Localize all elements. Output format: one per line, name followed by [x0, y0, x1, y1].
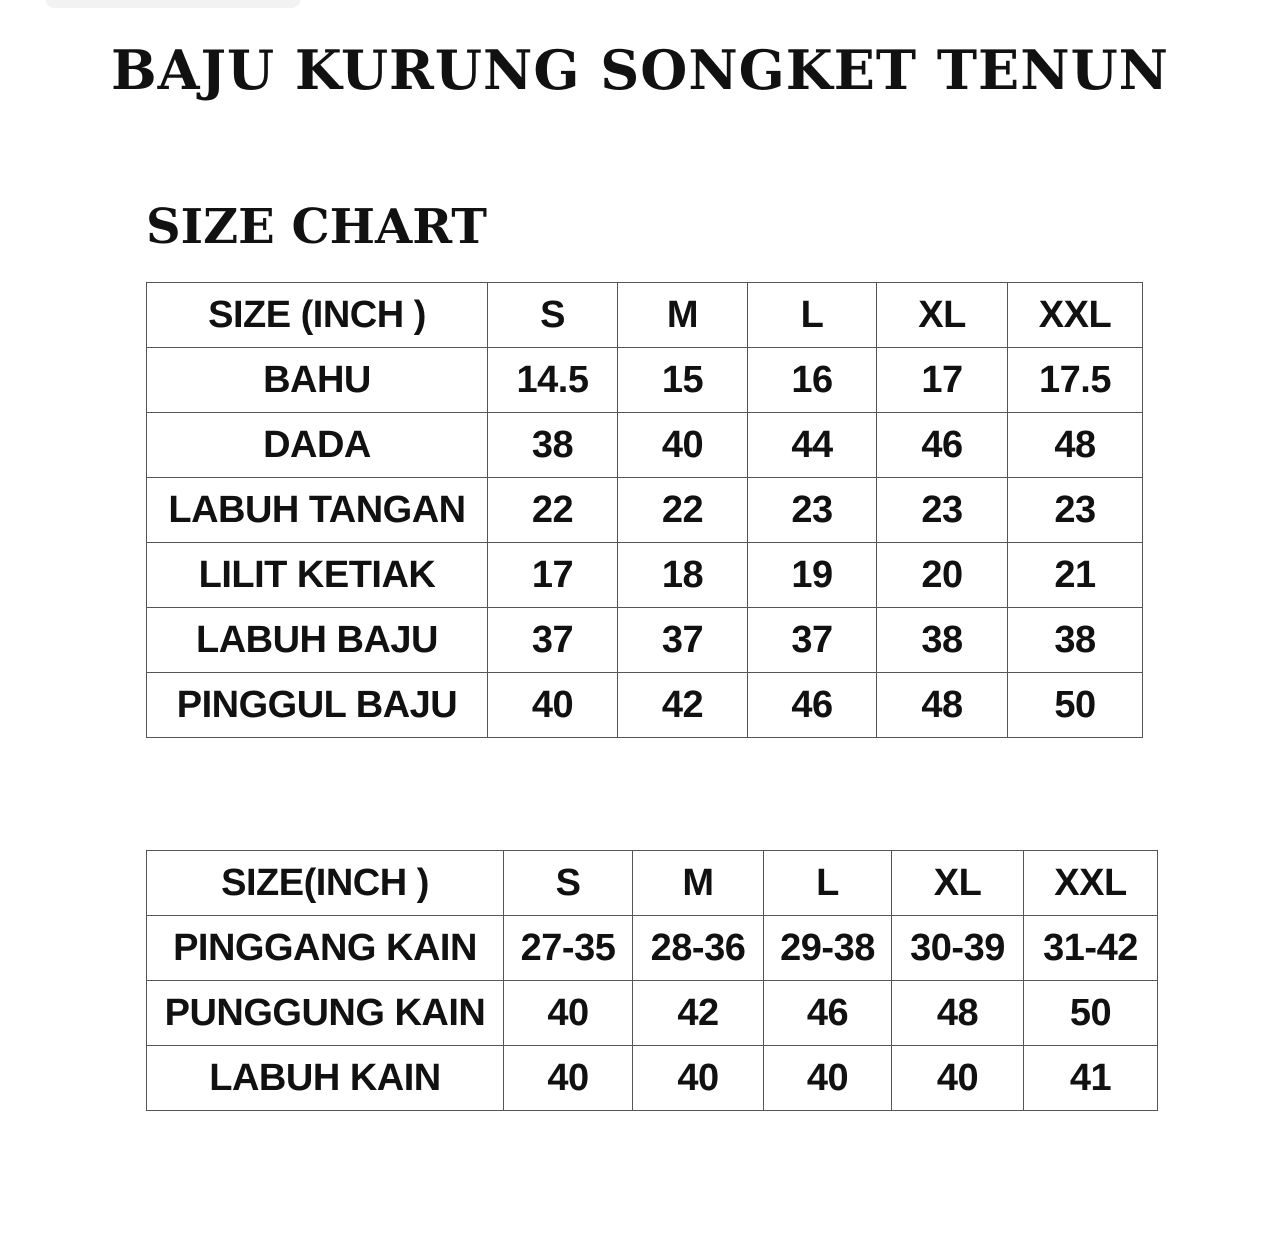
baju-measurement-value: 37 [618, 608, 748, 673]
kain-header-label: SIZE(INCH ) [147, 851, 504, 916]
kain-measurement-value: 50 [1024, 981, 1158, 1046]
baju-measurement-value: 40 [618, 413, 748, 478]
kain-header-size: XXL [1024, 851, 1158, 916]
kain-measurement-value: 40 [633, 1046, 764, 1111]
baju-measurement-value: 19 [748, 543, 877, 608]
kain-measurement-value: 40 [504, 981, 633, 1046]
kain-measurement-value: 40 [504, 1046, 633, 1111]
baju-table-body [147, 283, 1143, 738]
kain-measurement-value: 40 [764, 1046, 892, 1111]
kain-header-row [147, 851, 1158, 916]
baju-measurement-value: 14.5 [488, 348, 618, 413]
baju-measurement-value: 17 [877, 348, 1008, 413]
kain-measurement-value: 28-36 [633, 916, 764, 981]
baju-measurement-value: 22 [618, 478, 748, 543]
kain-measurement-value: 27-35 [504, 916, 633, 981]
baju-measurement-value: 38 [488, 413, 618, 478]
baju-header-size: S [488, 283, 618, 348]
baju-table-row [147, 673, 1143, 738]
baju-measurement-value: 38 [1008, 608, 1143, 673]
kain-measurement-label: PINGGANG KAIN [147, 916, 504, 981]
baju-measurement-label: LABUH BAJU [147, 608, 488, 673]
kain-measurement-value: 48 [892, 981, 1024, 1046]
kain-measurement-value: 42 [633, 981, 764, 1046]
baju-table-row [147, 348, 1143, 413]
kain-table-row [147, 1046, 1158, 1111]
kain-table-body [147, 851, 1158, 1111]
baju-header-size: XXL [1008, 283, 1143, 348]
page-title: BAJU KURUNG SONGKET TENUN [110, 38, 1170, 102]
kain-header-size: L [764, 851, 892, 916]
kain-header-size: XL [892, 851, 1024, 916]
baju-measurement-value: 20 [877, 543, 1008, 608]
baju-measurement-value: 23 [748, 478, 877, 543]
baju-table-row [147, 478, 1143, 543]
baju-header-size: L [748, 283, 877, 348]
baju-measurement-value: 38 [877, 608, 1008, 673]
baju-measurement-value: 37 [488, 608, 618, 673]
baju-measurement-value: 42 [618, 673, 748, 738]
kain-measurement-value: 30-39 [892, 916, 1024, 981]
baju-measurement-value: 46 [748, 673, 877, 738]
kain-measurement-label: LABUH KAIN [147, 1046, 504, 1111]
size-chart-heading: SIZE CHART [146, 199, 488, 255]
kain-table-row [147, 981, 1158, 1046]
top-tab-strip [45, 0, 301, 8]
kain-header-size: M [633, 851, 764, 916]
baju-measurement-value: 37 [748, 608, 877, 673]
baju-header-label: SIZE (INCH ) [147, 283, 488, 348]
kain-measurement-value: 31-42 [1024, 916, 1158, 981]
baju-measurement-value: 17.5 [1008, 348, 1143, 413]
kain-measurement-value: 41 [1024, 1046, 1158, 1111]
baju-measurement-label: DADA [147, 413, 488, 478]
baju-measurement-value: 17 [488, 543, 618, 608]
baju-measurement-value: 44 [748, 413, 877, 478]
baju-measurement-value: 21 [1008, 543, 1143, 608]
kain-size-table [146, 850, 1158, 1111]
baju-header-size: XL [877, 283, 1008, 348]
baju-size-table [146, 282, 1143, 738]
baju-measurement-label: LABUH TANGAN [147, 478, 488, 543]
kain-measurement-value: 46 [764, 981, 892, 1046]
baju-measurement-value: 23 [1008, 478, 1143, 543]
baju-measurement-value: 46 [877, 413, 1008, 478]
baju-measurement-value: 16 [748, 348, 877, 413]
baju-measurement-value: 48 [877, 673, 1008, 738]
baju-measurement-value: 22 [488, 478, 618, 543]
baju-table-row [147, 608, 1143, 673]
baju-measurement-label: BAHU [147, 348, 488, 413]
kain-measurement-value: 40 [892, 1046, 1024, 1111]
kain-header-size: S [504, 851, 633, 916]
baju-table-row [147, 413, 1143, 478]
baju-header-size: M [618, 283, 748, 348]
baju-measurement-value: 40 [488, 673, 618, 738]
kain-table-row [147, 916, 1158, 981]
baju-measurement-value: 48 [1008, 413, 1143, 478]
kain-measurement-label: PUNGGUNG KAIN [147, 981, 504, 1046]
baju-measurement-value: 50 [1008, 673, 1143, 738]
baju-measurement-label: LILIT KETIAK [147, 543, 488, 608]
baju-measurement-value: 23 [877, 478, 1008, 543]
kain-measurement-value: 29-38 [764, 916, 892, 981]
baju-table-row [147, 543, 1143, 608]
baju-header-row [147, 283, 1143, 348]
baju-measurement-value: 15 [618, 348, 748, 413]
baju-measurement-value: 18 [618, 543, 748, 608]
baju-measurement-label: PINGGUL BAJU [147, 673, 488, 738]
